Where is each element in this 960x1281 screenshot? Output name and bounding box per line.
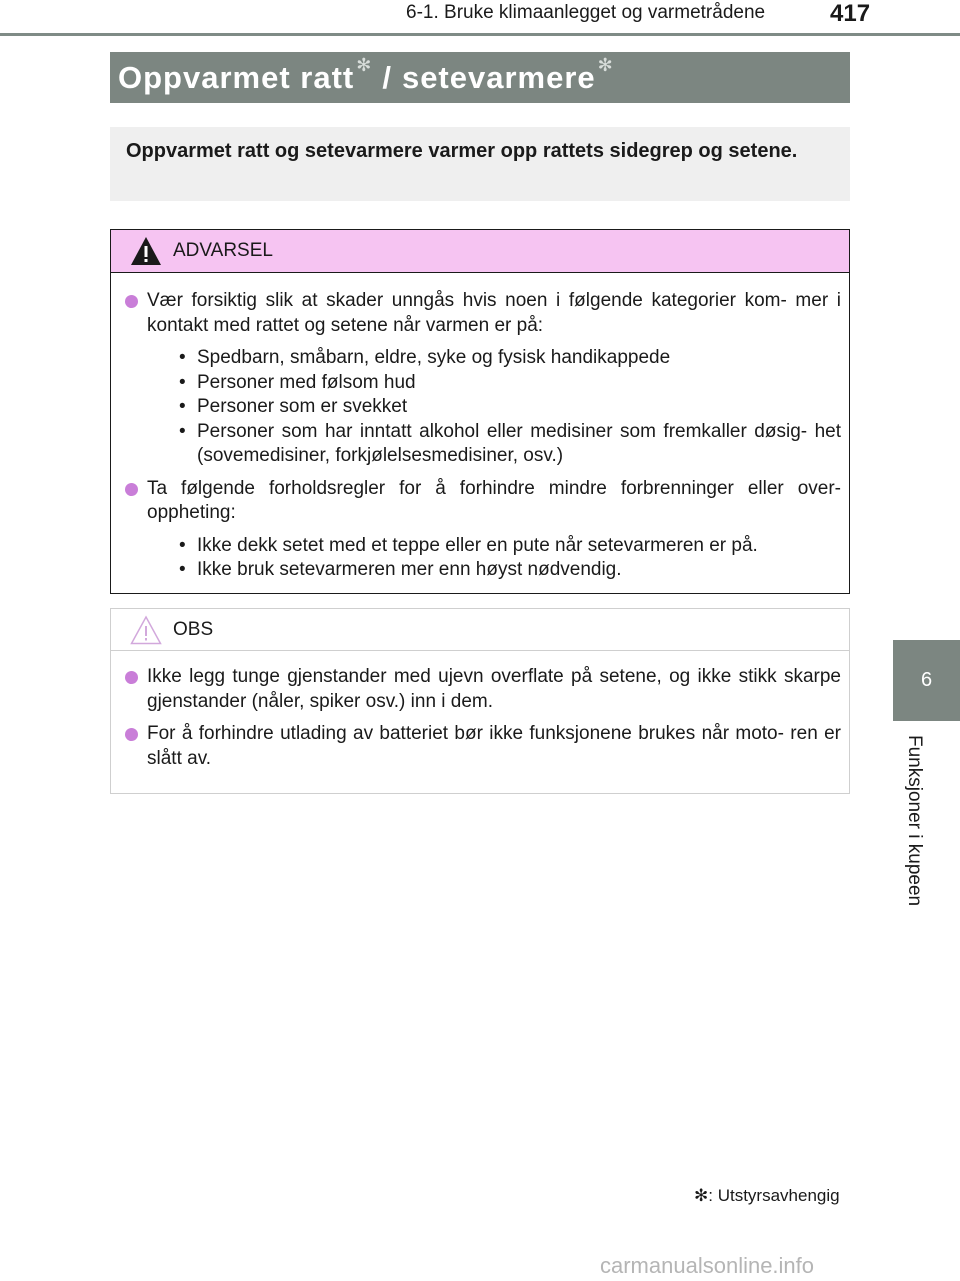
warning-item-text: Vær forsiktig slik at skader unngås hvis noen i følgende kategorier kom- mer i kontakt med rattet og setene når varmen er på: (147, 290, 841, 336)
list-item: • Personer med følsom hud (179, 371, 416, 393)
notice-item (125, 722, 841, 771)
warning-triangle-icon (129, 235, 163, 267)
page-number: 417 (830, 0, 871, 27)
list-item: • Personer som er svekket (179, 396, 408, 417)
intro-text: Oppvarmet ratt og setevarmere varmer opp rattets sidegrep og setene. (110, 127, 850, 201)
notice-item (125, 665, 841, 714)
footnote-symbol: ✻ (694, 1186, 709, 1205)
footnote (694, 1186, 840, 1206)
bullet-dot-icon (125, 728, 138, 741)
bullet-dot-icon (125, 483, 138, 496)
notice-triangle-icon (129, 614, 163, 646)
title-separator: / (382, 59, 392, 95)
footnote-text: : Utstyrsavhengig (708, 1186, 840, 1205)
bullet-dot-icon (125, 295, 138, 308)
warning-sublist (179, 534, 841, 583)
list-item: • Ikke dekk setet med et teppe eller en pute når setevarmeren er på. (179, 534, 758, 556)
notice-item-text: For å forhindre utlading av batteriet bør ikke funksjonene brukes når moto- ren er slått av. (147, 723, 841, 769)
title-part-1: Oppvarmet ratt (118, 59, 355, 95)
warning-item (125, 477, 841, 583)
chapter-number: 6 (920, 669, 933, 691)
warning-header (111, 230, 849, 273)
bullet-dot-icon (125, 671, 138, 684)
warning-label: ADVARSEL (173, 240, 273, 261)
notice-box (110, 608, 850, 794)
list-item: • Spedbarn, småbarn, eldre, syke og fysisk handikappede (179, 347, 671, 368)
section-title: 6-1. Bruke klimaanlegget og varmetrådene (406, 2, 766, 23)
notice-body (111, 665, 849, 771)
notice-header (111, 609, 849, 651)
list-item: • Ikke bruk setevarmeren mer enn høyst nødvendig. (179, 559, 622, 580)
warning-item-text: Ta følgende forholdsregler for å forhindre mindre forbrenninger eller over- oppheting: (147, 477, 841, 523)
chapter-label: Funksjoner i kupeen (904, 735, 925, 907)
warning-item (125, 289, 841, 469)
list-item: • Personer som har inntatt alkohol eller medisiner som fremkaller døsig- het (sovemedisiner, forkjølelsesmedisiner, osv.) (179, 420, 841, 466)
watermark: carmanualsonline.info (600, 1253, 815, 1278)
title-asterisk-1: ✻ (356, 55, 373, 75)
chapter-tab (893, 640, 960, 721)
notice-label: OBS (173, 618, 214, 640)
warning-box (110, 229, 850, 594)
notice-item-text: Ikke legg tunge gjenstander med ujevn overflate på setene, og ikke stikk skarpe gjenstander (nåler, spiker osv.) inn i dem. (147, 666, 841, 712)
warning-body (111, 289, 849, 583)
title-part-2: setevarmere (401, 59, 596, 95)
title-asterisk-2: ✻ (597, 55, 614, 75)
warning-sublist (179, 346, 841, 469)
header-divider (0, 33, 960, 36)
page-title (110, 52, 850, 103)
